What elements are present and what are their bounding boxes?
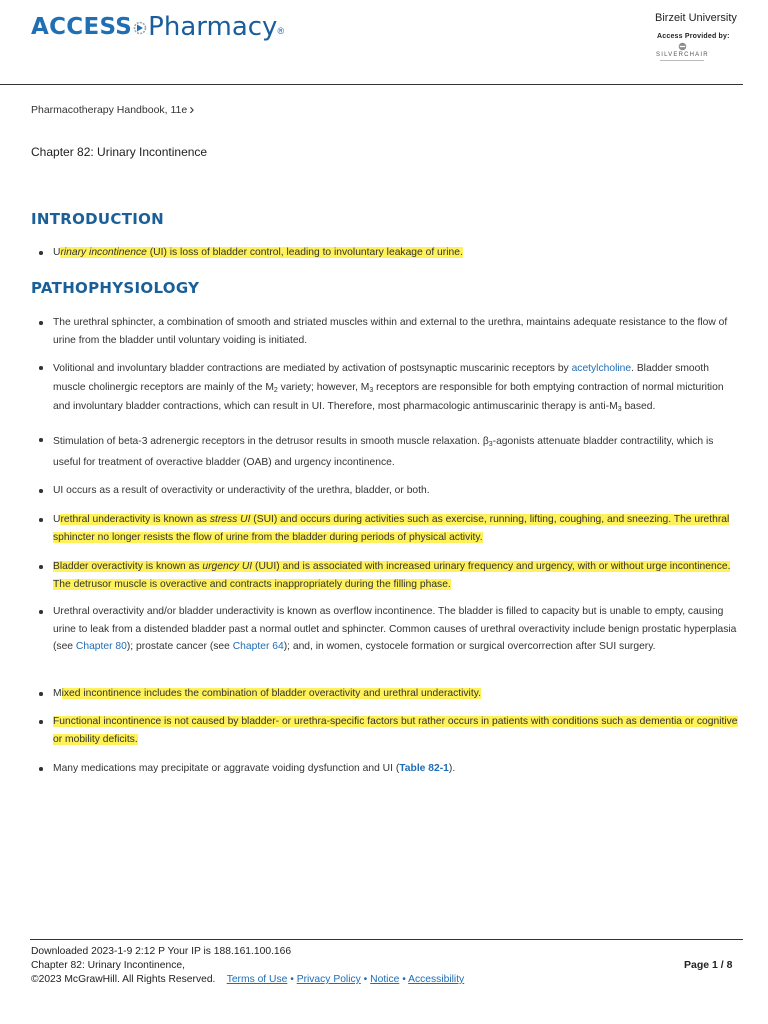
list-item: UI occurs as a result of overactivity or underactivity of the urethra, bladder, or both.: [39, 482, 739, 500]
access-provided-label: Access Provided by:: [657, 33, 730, 40]
silverchair-logo: [656, 42, 708, 61]
chapter-title: Chapter 82: Urinary Incontinence: [31, 145, 208, 159]
list-item: Mixed incontinence includes the combination of bladder overactivity and urethral underactivity.: [39, 685, 739, 703]
breadcrumb[interactable]: [31, 101, 195, 118]
download-info: Downloaded 2023-1-9 2:12 P Your IP is 188.161.100.166: [31, 946, 292, 957]
footer-divider: [30, 939, 743, 940]
breadcrumb-book-link[interactable]: Pharmacotherapy Handbook, 11e: [31, 104, 188, 116]
logo-pharmacy-text: Pharmacy: [148, 12, 278, 42]
gear-arrow-icon: [133, 21, 147, 35]
copyright: ©2023 McGrawHill. All Rights Reserved.: [31, 974, 216, 985]
list-item: Urethral underactivity is known as stress UI (SUI) and occurs during activities such as exercise, running, lifting, coughing, and sneezing. The urethral sphincter no longer resists the flow of urine from the bladder during periods of physical activity.: [39, 511, 739, 546]
list-item: Functional incontinence is not caused by bladder- or urethra-specific factors but rather occurs in patients with conditions such as dementia or cognitive or mobility deficits.: [39, 713, 739, 748]
introduction-heading: INTRODUCTION: [31, 210, 165, 228]
list-item: Bladder overactivity is known as urgency UI (UUI) and is associated with increased urinary frequency and urgency, with or without urge incontinence. The detrusor muscle is overactive and contracts inappropriately during the filling phase.: [39, 558, 739, 593]
header-divider: [0, 84, 743, 85]
notice-link[interactable]: Notice: [370, 974, 400, 985]
list-item: Urinary incontinence (UI) is loss of bladder control, leading to involuntary leakage of urine.: [39, 244, 739, 262]
page-header: [0, 0, 768, 84]
chapter-64-link[interactable]: Chapter 64: [232, 641, 284, 652]
privacy-policy-link[interactable]: Privacy Policy: [296, 974, 361, 985]
silverchair-subline: [660, 60, 704, 61]
list-item: Volitional and involuntary bladder contractions are mediated by activation of postsynaptic muscarinic receptors by acetylcholine. Bladder smooth muscle cholinergic receptors are mainly of the $M_2$ variety; however, $M_3$ receptors are responsible for both emptying contraction of normal micturition and involuntary bladder contractions, which can result in UI. Therefore, most pharmacologic antimuscarinic therapy is anti-$M_3$ based.: [39, 359, 739, 416]
list-item: Urethral overactivity and/or bladder underactivity is known as overflow incontinence. The bladder is filled to capacity but is unable to empty, causing urine to leak from a distended bladder past a normal outlet and sphincter. Common causes of urethral overactivity include benign prostatic hyperplasia (see Chapter 80); prostate cancer (see Chapter 64); and, in women, cystocele formation or surgical overcorrection after SUI surgery.: [39, 603, 739, 656]
acetylcholine-link[interactable]: acetylcholine: [571, 363, 632, 374]
page-footer: [31, 945, 464, 987]
separator: •: [402, 974, 406, 985]
silverchair-text: SILVERCHAIR: [656, 52, 709, 58]
separator: •: [363, 974, 368, 985]
page-number: Page 1 / 8: [684, 959, 733, 971]
list-item: Many medications may precipitate or aggravate voiding dysfunction and UI (Table 82-1).: [39, 760, 739, 778]
institution-name: Birzeit University: [655, 12, 737, 24]
accesspharmacy-logo[interactable]: [31, 12, 284, 42]
pathophysiology-heading: PATHOPHYSIOLOGY: [31, 279, 200, 297]
table-82-1-link[interactable]: Table 82-1: [399, 763, 449, 774]
accessibility-link[interactable]: Accessibility: [408, 974, 465, 985]
chapter-80-link[interactable]: Chapter 80: [75, 641, 127, 652]
separator: •: [290, 974, 294, 985]
silverchair-icon: [678, 42, 687, 51]
logo-access-text: ACCESS: [31, 14, 133, 40]
list-item: The urethral sphincter, a combination of smooth and striated muscles within and external to the urethra, maintains adequate resistance to the flow of urine from the bladder until voluntary voiding is initiated.: [39, 314, 739, 349]
chevron-right-icon: ›: [189, 101, 195, 118]
registered-mark: ®: [277, 26, 285, 36]
footer-chapter-title: Chapter 82: Urinary Incontinence,: [31, 960, 185, 971]
list-item: Stimulation of beta-3 adrenergic receptors in the detrusor results in smooth muscle relaxation. $\beta_3$-agonists attenuate bladder contractility, which is useful for treatment of overactive bladder (OAB) and urgency incontinence.: [39, 431, 739, 473]
terms-of-use-link[interactable]: Terms of Use: [226, 974, 288, 985]
